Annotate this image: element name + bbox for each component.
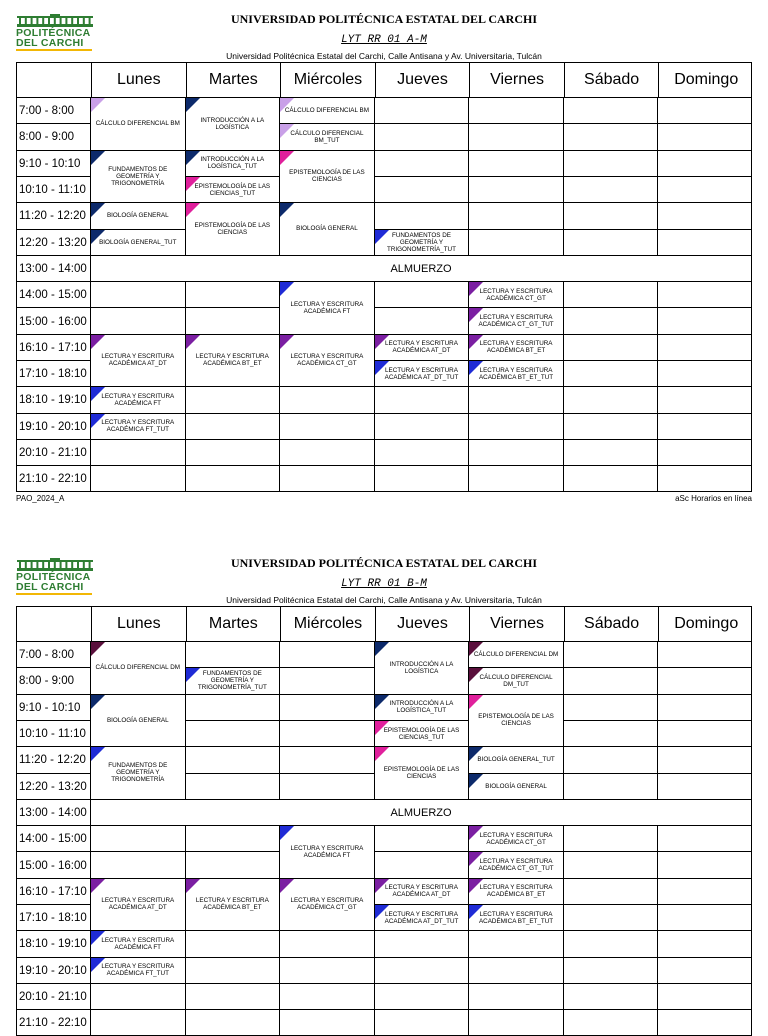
time-slot-label: 10:10 - 11:10	[19, 184, 86, 197]
class-block[interactable]	[469, 361, 563, 386]
column-divider	[468, 98, 469, 256]
day-header: Domingo	[658, 607, 753, 641]
class-name: LECTURA Y ESCRITURA ACADÉMICA AT_DT	[101, 897, 175, 912]
class-name: BIOLOGÍA GENERAL	[106, 212, 169, 220]
time-slot-label: 8:00 - 9:00	[19, 675, 74, 688]
subject-color-marker	[91, 879, 105, 893]
time-slot-label: 9:10 - 10:10	[19, 701, 81, 714]
class-name: EPISTEMOLOGÍA DE LAS CIENCIAS_TUT	[194, 182, 271, 197]
time-slot-label: 15:00 - 16:00	[19, 315, 87, 328]
time-slot-label: 19:10 - 20:10	[19, 964, 87, 977]
class-name: LECTURA Y ESCRITURA ACADÉMICA CT_GT	[479, 831, 553, 846]
subject-color-marker	[91, 151, 105, 165]
class-name: LECTURA Y ESCRITURA ACADÉMICA AT_DT	[101, 353, 175, 368]
class-name: BIOLOGÍA GENERAL_TUT	[477, 756, 555, 764]
logo-line-2: DEL CARCHI	[16, 581, 84, 593]
class-name: EPISTEMOLOGÍA DE LAS CIENCIAS	[383, 765, 460, 780]
class-name: CÁLCULO DIFERENCIAL BM	[95, 120, 180, 128]
column-divider	[657, 282, 658, 492]
class-name: LECTURA Y ESCRITURA ACADÉMICA AT_DT	[385, 340, 458, 355]
class-block[interactable]	[375, 721, 469, 746]
class-block[interactable]	[469, 826, 563, 851]
day-header: Martes	[186, 607, 281, 641]
day-header: Viernes	[469, 607, 564, 641]
class-block[interactable]	[91, 230, 185, 255]
footer-credit: aSc Horarios en línea	[675, 493, 752, 503]
subject-color-marker	[91, 747, 105, 761]
class-block[interactable]	[186, 177, 280, 202]
class-name: CÁLCULO DIFERENCIAL BM	[284, 107, 369, 115]
class-block[interactable]	[186, 98, 280, 150]
lunch-label: ALMUERZO	[390, 806, 452, 819]
time-slot-label: 20:10 - 21:10	[19, 447, 87, 460]
class-name: LECTURA Y ESCRITURA ACADÉMICA BT_ET_TUT	[478, 910, 554, 925]
class-block[interactable]	[186, 203, 280, 255]
row-divider	[17, 1009, 751, 1010]
column-divider	[657, 642, 658, 800]
class-name: LECTURA Y ESCRITURA ACADÉMICA BT_ET	[195, 897, 269, 912]
class-name: LECTURA Y ESCRITURA ACADÉMICA CT_GT	[290, 897, 364, 912]
class-name: CÁLCULO DIFERENCIAL BM_TUT	[290, 129, 364, 144]
time-slot-label: 16:10 - 17:10	[19, 885, 87, 898]
class-name: LECTURA Y ESCRITURA ACADÉMICA AT_DT_TUT	[384, 910, 459, 925]
time-slot-label: 17:10 - 18:10	[19, 368, 87, 381]
column-divider	[374, 826, 375, 1036]
class-name: LECTURA Y ESCRITURA ACADÉMICA FT	[101, 936, 175, 951]
class-name: LECTURA Y ESCRITURA ACADÉMICA CT_GT_TUT	[478, 858, 554, 873]
class-block[interactable]	[375, 642, 469, 694]
subject-color-marker	[186, 203, 200, 217]
class-name: LECTURA Y ESCRITURA ACADÉMICA FT	[290, 844, 364, 859]
class-block[interactable]	[186, 668, 280, 693]
class-block[interactable]	[469, 668, 563, 693]
class-block[interactable]	[469, 879, 563, 904]
class-name: LECTURA Y ESCRITURA ACADÉMICA FT_TUT	[101, 419, 175, 434]
subject-color-marker	[91, 98, 105, 112]
day-header: Sábado	[564, 63, 659, 97]
subject-color-marker	[280, 282, 294, 296]
subject-color-marker	[469, 695, 483, 709]
class-block[interactable]	[91, 414, 185, 439]
footer-period: PAO_2024_A	[16, 493, 65, 503]
group-code: LYT RR 01 A-M	[341, 34, 427, 46]
day-header: Viernes	[469, 63, 564, 97]
class-block[interactable]	[469, 308, 563, 333]
class-name: LECTURA Y ESCRITURA ACADÉMICA FT	[101, 392, 175, 407]
class-block[interactable]	[91, 98, 185, 150]
subject-color-marker	[375, 747, 389, 761]
time-slot-label: 11:20 - 12:20	[19, 754, 86, 767]
address-line: Universidad Politécnica Estatal del Carchi, Calle Antisana y Av. Universitaria, Tulcán	[226, 51, 542, 61]
class-name: LECTURA Y ESCRITURA ACADÉMICA BT_ET	[479, 884, 553, 899]
time-slot-label: 14:00 - 15:00	[19, 289, 87, 302]
day-header: Miércoles	[280, 607, 375, 641]
day-header: Jueves	[375, 607, 470, 641]
time-slot-label: 9:10 - 10:10	[19, 157, 81, 170]
subject-color-marker	[280, 879, 294, 893]
class-name: BIOLOGÍA GENERAL	[106, 716, 169, 724]
day-header: Domingo	[658, 63, 753, 97]
column-divider	[185, 642, 186, 800]
timetable-grid	[16, 606, 752, 1036]
column-divider	[279, 642, 280, 800]
subject-color-marker	[280, 151, 294, 165]
class-name: INTRODUCCIÓN A LA LOGÍSTICA	[200, 116, 265, 131]
subject-color-marker	[280, 203, 294, 217]
time-slot-label: 13:00 - 14:00	[19, 806, 87, 819]
subject-color-marker	[186, 98, 200, 112]
class-name: FUNDAMENTOS DE GEOMETRÍA Y TRIGONOMETRÍA_TUT	[197, 670, 267, 692]
class-name: INTRODUCCIÓN A LA LOGÍSTICA	[389, 660, 454, 675]
class-name: LECTURA Y ESCRITURA ACADÉMICA CT_GT_TUT	[478, 314, 554, 329]
class-block[interactable]	[469, 747, 563, 772]
class-block[interactable]	[186, 879, 280, 931]
class-block[interactable]	[91, 203, 185, 228]
row-divider	[17, 983, 751, 984]
class-name: CÁLCULO DIFERENCIAL DM	[95, 664, 180, 672]
column-divider	[563, 282, 564, 492]
university-title: UNIVERSIDAD POLITÉCNICA ESTATAL DEL CARCHI	[230, 556, 538, 570]
class-name: FUNDAMENTOS DE GEOMETRÍA Y TRIGONOMETRÍA_TUT	[387, 231, 456, 253]
class-block[interactable]	[186, 151, 280, 176]
class-name: EPISTEMOLOGÍA DE LAS CIENCIAS_TUT	[383, 726, 460, 741]
class-block[interactable]	[91, 931, 185, 956]
class-block[interactable]	[280, 282, 374, 334]
column-divider	[563, 642, 564, 800]
class-block[interactable]	[280, 151, 374, 203]
class-block[interactable]	[280, 98, 374, 123]
class-name: LECTURA Y ESCRITURA ACADÉMICA CT_GT	[479, 287, 553, 302]
time-slot-label: 12:20 - 13:20	[19, 236, 87, 249]
class-block[interactable]	[469, 282, 563, 307]
logo-line-2: DEL CARCHI	[16, 37, 84, 49]
day-header: Lunes	[91, 607, 186, 641]
time-slot-label: 13:00 - 14:00	[19, 262, 87, 275]
column-divider	[374, 282, 375, 492]
class-name: LECTURA Y ESCRITURA ACADÉMICA AT_DT	[385, 884, 458, 899]
time-slot-label: 14:00 - 15:00	[19, 833, 87, 846]
time-slot-label: 18:10 - 19:10	[19, 394, 87, 407]
row-divider	[17, 439, 751, 440]
day-header: Miércoles	[280, 63, 375, 97]
class-name: EPISTEMOLOGÍA DE LAS CIENCIAS	[289, 169, 365, 184]
day-header: Martes	[186, 63, 281, 97]
class-block[interactable]	[469, 774, 563, 799]
row-divider	[17, 307, 751, 308]
subject-color-marker	[280, 335, 294, 349]
class-name: BIOLOGÍA GENERAL_TUT	[99, 238, 177, 246]
class-block[interactable]	[91, 958, 185, 983]
class-name: CÁLCULO DIFERENCIAL DM_TUT	[479, 673, 553, 688]
class-block[interactable]	[375, 905, 469, 930]
address-line: Universidad Politécnica Estatal del Carchi, Calle Antisana y Av. Universitaria, Tulcán	[226, 595, 542, 605]
class-block[interactable]	[469, 852, 563, 877]
subject-color-marker	[186, 335, 200, 349]
class-name: BIOLOGÍA GENERAL	[485, 782, 547, 790]
column-divider	[563, 826, 564, 1036]
column-divider	[657, 98, 658, 256]
time-slot-label: 21:10 - 22:10	[19, 473, 87, 486]
time-slot-label: 8:00 - 9:00	[19, 131, 74, 144]
subject-color-marker	[91, 335, 105, 349]
subject-color-marker	[186, 879, 200, 893]
subject-color-marker	[91, 642, 105, 656]
class-block[interactable]	[186, 335, 280, 387]
class-name: LECTURA Y ESCRITURA ACADÉMICA BT_ET	[195, 353, 269, 368]
class-block[interactable]	[91, 747, 185, 799]
subject-color-marker	[375, 642, 389, 656]
class-block[interactable]	[375, 361, 469, 386]
time-slot-label: 20:10 - 21:10	[19, 991, 87, 1004]
day-header: Lunes	[91, 63, 186, 97]
class-name: EPISTEMOLOGÍA DE LAS CIENCIAS	[478, 713, 554, 728]
class-block[interactable]	[375, 695, 469, 720]
class-name: LECTURA Y ESCRITURA ACADÉMICA BT_ET	[479, 340, 553, 355]
class-block[interactable]	[280, 335, 374, 387]
row-divider	[17, 465, 751, 466]
class-block[interactable]	[375, 879, 469, 904]
class-name: INTRODUCCIÓN A LA LOGÍSTICA_TUT	[200, 156, 265, 171]
column-divider	[657, 826, 658, 1036]
time-slot-label: 17:10 - 18:10	[19, 912, 87, 925]
time-slot-label: 16:10 - 17:10	[19, 341, 87, 354]
time-slot-label: 11:20 - 12:20	[19, 210, 86, 223]
class-block[interactable]	[91, 642, 185, 694]
class-name: LECTURA Y ESCRITURA ACADÉMICA FT	[290, 300, 364, 315]
column-divider	[563, 98, 564, 256]
time-slot-label: 21:10 - 22:10	[19, 1017, 87, 1030]
column-divider	[185, 826, 186, 1036]
logo-line-1: POLITÉCNICA	[16, 571, 91, 583]
university-title: UNIVERSIDAD POLITÉCNICA ESTATAL DEL CARCHI	[230, 12, 538, 26]
class-block[interactable]	[91, 335, 185, 387]
row-divider	[17, 851, 751, 852]
class-name: LECTURA Y ESCRITURA ACADÉMICA CT_GT	[290, 353, 364, 368]
subject-color-marker	[91, 695, 105, 709]
class-name: BIOLOGÍA GENERAL	[296, 225, 358, 233]
class-name: FUNDAMENTOS DE GEOMETRÍA Y TRIGONOMETRÍA	[108, 165, 168, 187]
class-block[interactable]	[469, 905, 563, 930]
class-name: FUNDAMENTOS DE GEOMETRÍA Y TRIGONOMETRÍA	[108, 762, 168, 784]
column-divider	[185, 282, 186, 492]
class-block[interactable]	[91, 879, 185, 931]
subject-color-marker	[280, 826, 294, 840]
time-slot-label: 18:10 - 19:10	[19, 938, 87, 951]
class-block[interactable]	[375, 230, 469, 255]
time-slot-label: 7:00 - 8:00	[19, 649, 74, 662]
class-block[interactable]	[469, 335, 563, 360]
time-slot-label: 10:10 - 11:10	[19, 728, 86, 741]
class-name: LECTURA Y ESCRITURA ACADÉMICA FT_TUT	[101, 963, 175, 978]
class-block[interactable]	[280, 124, 374, 149]
class-block[interactable]	[375, 335, 469, 360]
class-block[interactable]	[469, 642, 563, 667]
time-slot-label: 15:00 - 16:00	[19, 859, 87, 872]
timetable-grid	[16, 62, 752, 492]
group-code: LYT RR 01 B-M	[341, 578, 427, 590]
class-block[interactable]	[280, 203, 374, 255]
day-header: Sábado	[564, 607, 659, 641]
time-slot-label: 12:20 - 13:20	[19, 780, 87, 793]
class-name: LECTURA Y ESCRITURA ACADÉMICA BT_ET_TUT	[478, 366, 554, 381]
schedule-section	[0, 544, 768, 1030]
class-name: EPISTEMOLOGÍA DE LAS CIENCIAS	[194, 221, 271, 236]
day-header: Jueves	[375, 63, 470, 97]
class-block[interactable]	[469, 695, 563, 747]
class-block[interactable]	[375, 747, 469, 799]
class-block[interactable]	[280, 826, 374, 878]
class-block[interactable]	[91, 695, 185, 747]
class-name: CÁLCULO DIFERENCIAL DM	[473, 651, 559, 659]
class-name: LECTURA Y ESCRITURA ACADÉMICA AT_DT_TUT	[384, 366, 459, 381]
time-slot-label: 19:10 - 20:10	[19, 420, 87, 433]
class-block[interactable]	[91, 387, 185, 412]
class-name: INTRODUCCIÓN A LA LOGÍSTICA_TUT	[389, 700, 454, 715]
class-block[interactable]	[91, 151, 185, 203]
logo-line-1: POLITÉCNICA	[16, 27, 91, 39]
time-slot-label: 7:00 - 8:00	[19, 105, 74, 118]
class-block[interactable]	[280, 879, 374, 931]
lunch-label: ALMUERZO	[390, 262, 452, 275]
